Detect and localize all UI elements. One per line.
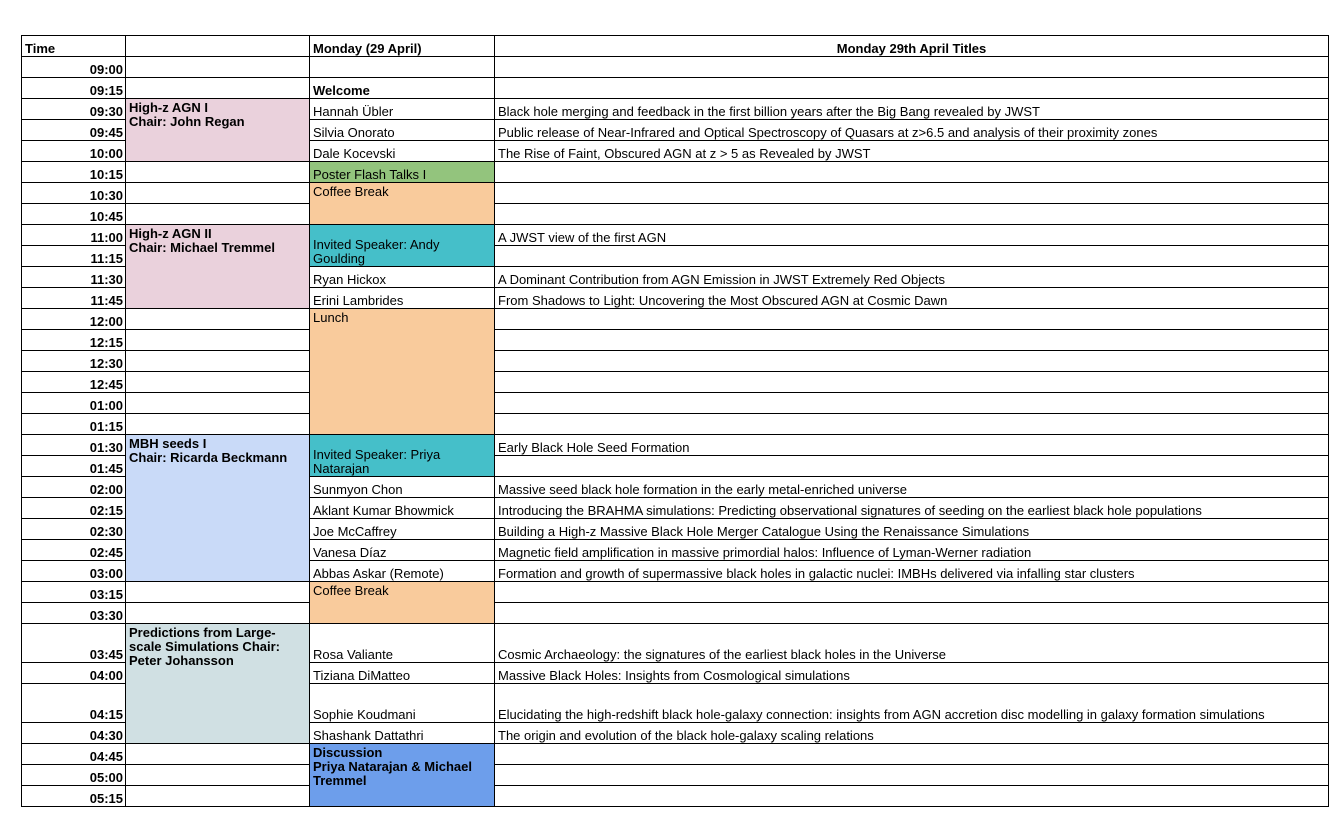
time-cell: 02:45 bbox=[22, 540, 126, 561]
invited-speaker-cell: Invited Speaker: Priya Natarajan bbox=[310, 435, 495, 477]
time-cell: 02:00 bbox=[22, 477, 126, 498]
empty-session-cell bbox=[126, 393, 310, 414]
speaker-cell: Shashank Dattathri bbox=[310, 723, 495, 744]
time-cell: 12:30 bbox=[22, 351, 126, 372]
lunch-cell: Lunch bbox=[310, 309, 495, 435]
time-cell: 11:00 bbox=[22, 225, 126, 246]
time-cell: 11:15 bbox=[22, 246, 126, 267]
schedule-row bbox=[22, 786, 1329, 807]
empty-session-cell bbox=[126, 351, 310, 372]
session-name: Predictions from Large-scale Simulations Chair: Peter Johansson bbox=[129, 625, 280, 668]
talk-title-cell: Formation and growth of supermassive black holes in galactic nuclei: IMBHs delivered via infalling star clusters bbox=[495, 561, 1329, 582]
talk-title-cell: Magnetic field amplification in massive primordial halos: Influence of Lyman-Werner radiation bbox=[495, 540, 1329, 561]
session-cell-high-z-agn-1 bbox=[126, 99, 310, 162]
talk-title-cell: Massive Black Holes: Insights from Cosmological simulations bbox=[495, 663, 1329, 684]
schedule-row bbox=[22, 225, 1329, 246]
empty-title-cell bbox=[495, 393, 1329, 414]
time-cell: 05:15 bbox=[22, 786, 126, 807]
empty-session-cell bbox=[126, 582, 310, 603]
schedule-row bbox=[22, 624, 1329, 663]
schedule-row bbox=[22, 414, 1329, 435]
session-name: High-z AGN I bbox=[129, 100, 208, 115]
empty-session-cell bbox=[126, 603, 310, 624]
schedule-row bbox=[22, 603, 1329, 624]
empty-title-cell bbox=[495, 765, 1329, 786]
empty-title-cell bbox=[495, 414, 1329, 435]
time-cell: 09:30 bbox=[22, 99, 126, 120]
schedule-row bbox=[22, 393, 1329, 414]
time-cell: 10:45 bbox=[22, 204, 126, 225]
schedule-row bbox=[22, 351, 1329, 372]
empty-session-cell bbox=[126, 744, 310, 765]
coffee-break-cell: Coffee Break bbox=[310, 183, 495, 225]
talk-title-cell: Public release of Near-Infrared and Optical Spectroscopy of Quasars at z>6.5 and analysis of their proximity zones bbox=[495, 120, 1329, 141]
time-cell: 02:30 bbox=[22, 519, 126, 540]
welcome-cell: Welcome bbox=[310, 78, 495, 99]
schedule-row bbox=[22, 744, 1329, 765]
empty-title-cell bbox=[495, 309, 1329, 330]
empty-session-cell bbox=[126, 372, 310, 393]
talk-title-cell: Black hole merging and feedback in the first billion years after the Big Bang revealed by JWST bbox=[495, 99, 1329, 120]
empty-title-cell bbox=[495, 456, 1329, 477]
empty-session-cell bbox=[126, 183, 310, 204]
invited-speaker-cell: Invited Speaker: Andy Goulding bbox=[310, 225, 495, 267]
discussion-title: Discussion bbox=[313, 745, 383, 760]
speaker-cell: Vanesa Díaz bbox=[310, 540, 495, 561]
time-cell: 01:45 bbox=[22, 456, 126, 477]
schedule-row bbox=[22, 582, 1329, 603]
empty-title-cell bbox=[495, 183, 1329, 204]
header-day: Monday (29 April) bbox=[310, 36, 495, 57]
discussion-names: Priya Natarajan & Michael Tremmel bbox=[313, 759, 472, 788]
speaker-cell: Aklant Kumar Bhowmick bbox=[310, 498, 495, 519]
speaker-cell: Joe McCaffrey bbox=[310, 519, 495, 540]
empty-title-cell bbox=[495, 162, 1329, 183]
header-row bbox=[22, 36, 1329, 57]
empty-title-cell bbox=[495, 330, 1329, 351]
coffee-break-cell: Coffee Break bbox=[310, 582, 495, 624]
speaker-cell: Ryan Hickox bbox=[310, 267, 495, 288]
time-cell: 11:30 bbox=[22, 267, 126, 288]
empty-title-cell bbox=[495, 204, 1329, 225]
empty-title-cell bbox=[495, 78, 1329, 99]
time-cell: 04:45 bbox=[22, 744, 126, 765]
schedule-table bbox=[21, 35, 1329, 807]
talk-title-cell: Massive seed black hole formation in the early metal-enriched universe bbox=[495, 477, 1329, 498]
time-cell: 12:00 bbox=[22, 309, 126, 330]
empty-title-cell bbox=[495, 603, 1329, 624]
empty-title-cell bbox=[495, 744, 1329, 765]
speaker-cell: Tiziana DiMatteo bbox=[310, 663, 495, 684]
header-time: Time bbox=[22, 36, 126, 57]
session-cell-mbh-seeds-1 bbox=[126, 435, 310, 582]
time-cell: 03:00 bbox=[22, 561, 126, 582]
time-cell: 04:15 bbox=[22, 684, 126, 723]
time-cell: 01:00 bbox=[22, 393, 126, 414]
empty-session-cell bbox=[126, 414, 310, 435]
session-chair: Chair: Ricarda Beckmann bbox=[129, 450, 288, 465]
empty-title-cell bbox=[495, 786, 1329, 807]
empty-session-cell bbox=[126, 78, 310, 99]
time-cell: 09:00 bbox=[22, 57, 126, 78]
talk-title-cell: From Shadows to Light: Uncovering the Most Obscured AGN at Cosmic Dawn bbox=[495, 288, 1329, 309]
discussion-cell bbox=[310, 744, 495, 807]
time-cell: 01:30 bbox=[22, 435, 126, 456]
schedule-row bbox=[22, 330, 1329, 351]
session-cell-predictions bbox=[126, 624, 310, 744]
empty-title-cell bbox=[495, 57, 1329, 78]
speaker-cell: Sophie Koudmani bbox=[310, 684, 495, 723]
header-titles: Monday 29th April Titles bbox=[495, 36, 1329, 57]
schedule-row bbox=[22, 372, 1329, 393]
talk-title-cell: Early Black Hole Seed Formation bbox=[495, 435, 1329, 456]
schedule-row bbox=[22, 57, 1329, 78]
time-cell: 05:00 bbox=[22, 765, 126, 786]
empty-session-cell bbox=[126, 204, 310, 225]
schedule-row bbox=[22, 99, 1329, 120]
header-session bbox=[126, 36, 310, 57]
empty-session-cell bbox=[126, 765, 310, 786]
schedule-row bbox=[22, 78, 1329, 99]
empty-speaker-cell bbox=[310, 57, 495, 78]
speaker-cell: Rosa Valiante bbox=[310, 624, 495, 663]
schedule-row bbox=[22, 183, 1329, 204]
empty-session-cell bbox=[126, 786, 310, 807]
empty-title-cell bbox=[495, 582, 1329, 603]
session-name: High-z AGN II bbox=[129, 226, 212, 241]
time-cell: 03:15 bbox=[22, 582, 126, 603]
time-cell: 03:45 bbox=[22, 624, 126, 663]
poster-flash-cell: Poster Flash Talks I bbox=[310, 162, 495, 183]
time-cell: 01:15 bbox=[22, 414, 126, 435]
time-cell: 02:15 bbox=[22, 498, 126, 519]
talk-title-cell: A Dominant Contribution from AGN Emission in JWST Extremely Red Objects bbox=[495, 267, 1329, 288]
time-cell: 12:45 bbox=[22, 372, 126, 393]
empty-title-cell bbox=[495, 372, 1329, 393]
speaker-cell: Silvia Onorato bbox=[310, 120, 495, 141]
empty-title-cell bbox=[495, 246, 1329, 267]
speaker-cell: Sunmyon Chon bbox=[310, 477, 495, 498]
time-cell: 10:00 bbox=[22, 141, 126, 162]
empty-session-cell bbox=[126, 330, 310, 351]
empty-session-cell bbox=[126, 162, 310, 183]
talk-title-cell: Introducing the BRAHMA simulations: Predicting observational signatures of seeding on the earliest black hole populations bbox=[495, 498, 1329, 519]
talk-title-cell: Cosmic Archaeology: the signatures of the earliest black holes in the Universe bbox=[495, 624, 1329, 663]
empty-session-cell bbox=[126, 309, 310, 330]
schedule-row bbox=[22, 765, 1329, 786]
speaker-cell: Dale Kocevski bbox=[310, 141, 495, 162]
speaker-cell: Hannah Übler bbox=[310, 99, 495, 120]
time-cell: 11:45 bbox=[22, 288, 126, 309]
time-cell: 09:15 bbox=[22, 78, 126, 99]
time-cell: 09:45 bbox=[22, 120, 126, 141]
time-cell: 12:15 bbox=[22, 330, 126, 351]
talk-title-cell: Elucidating the high-redshift black hole-galaxy connection: insights from AGN accretion disc modelling in galaxy formation simulations bbox=[495, 684, 1329, 723]
session-chair: Chair: Michael Tremmel bbox=[129, 240, 275, 255]
talk-title-cell: A JWST view of the first AGN bbox=[495, 225, 1329, 246]
schedule-row bbox=[22, 435, 1329, 456]
schedule-row bbox=[22, 162, 1329, 183]
time-cell: 10:30 bbox=[22, 183, 126, 204]
session-name: MBH seeds I bbox=[129, 436, 207, 451]
talk-title-cell: Building a High-z Massive Black Hole Merger Catalogue Using the Renaissance Simulations bbox=[495, 519, 1329, 540]
session-chair: Chair: John Regan bbox=[129, 114, 245, 129]
empty-session-cell bbox=[126, 57, 310, 78]
speaker-cell: Erini Lambrides bbox=[310, 288, 495, 309]
time-cell: 10:15 bbox=[22, 162, 126, 183]
time-cell: 03:30 bbox=[22, 603, 126, 624]
time-cell: 04:00 bbox=[22, 663, 126, 684]
speaker-cell: Abbas Askar (Remote) bbox=[310, 561, 495, 582]
time-cell: 04:30 bbox=[22, 723, 126, 744]
schedule-row bbox=[22, 204, 1329, 225]
empty-title-cell bbox=[495, 351, 1329, 372]
talk-title-cell: The Rise of Faint, Obscured AGN at z > 5 as Revealed by JWST bbox=[495, 141, 1329, 162]
talk-title-cell: The origin and evolution of the black hole-galaxy scaling relations bbox=[495, 723, 1329, 744]
session-cell-high-z-agn-2 bbox=[126, 225, 310, 309]
schedule-row bbox=[22, 309, 1329, 330]
